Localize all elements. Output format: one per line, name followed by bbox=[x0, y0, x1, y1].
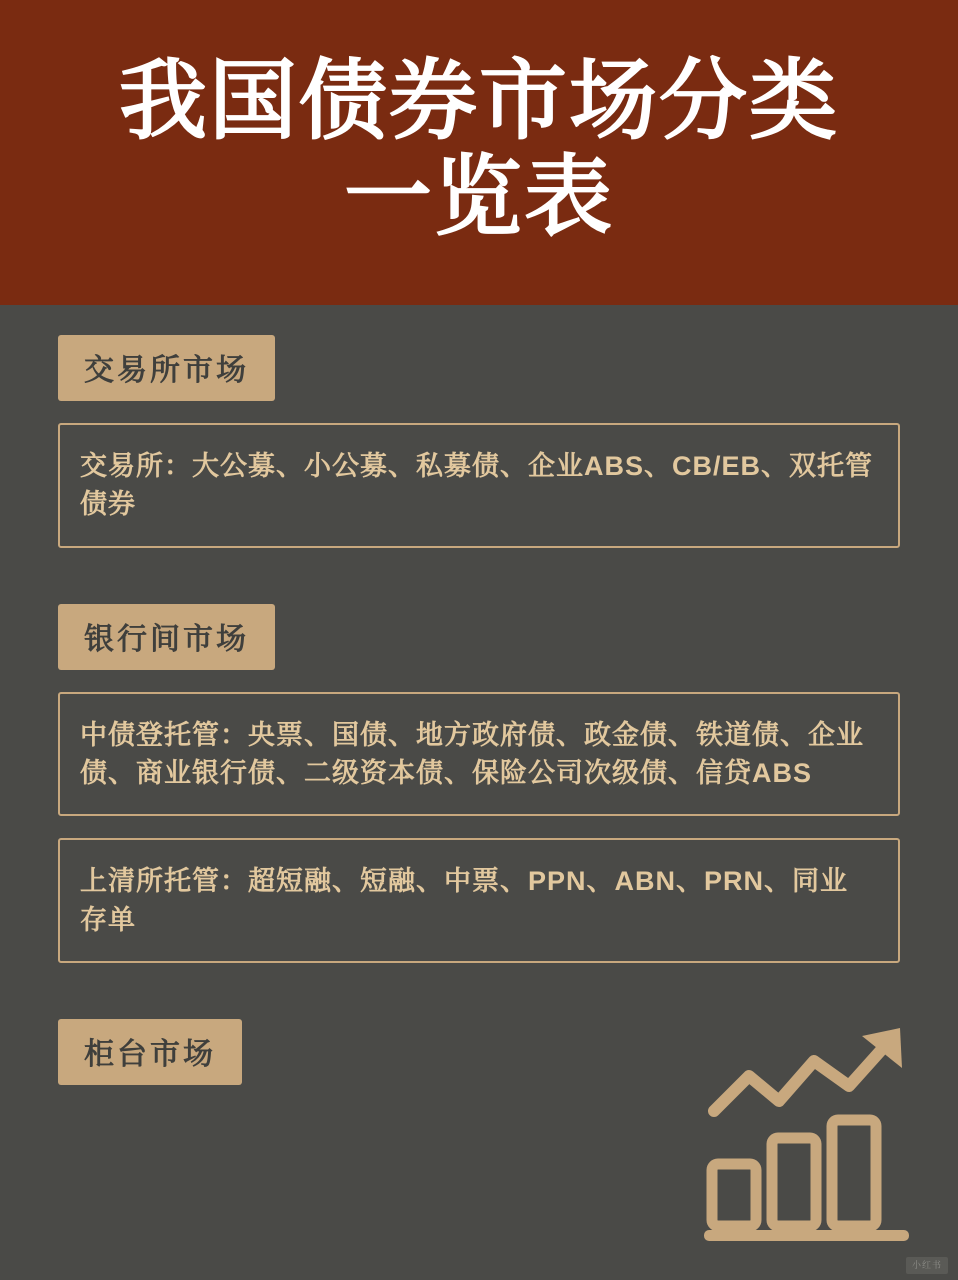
spacer bbox=[0, 548, 958, 604]
spacer bbox=[0, 305, 958, 335]
section-tag-interbank-market: 银行间市场 bbox=[58, 604, 275, 670]
card-text: 交易所：大公募、小公募、私募债、企业ABS、CB/EB、双托管债券 bbox=[80, 451, 874, 520]
watermark: 小红书 bbox=[906, 1257, 948, 1274]
content-area bbox=[0, 305, 958, 1085]
card-exchange-market-1 bbox=[58, 423, 900, 548]
card-interbank-market-1 bbox=[58, 692, 900, 817]
header-banner bbox=[0, 0, 958, 305]
card-interbank-market-2 bbox=[58, 838, 900, 963]
card-text: 中债登托管：央票、国债、地方政府债、政金债、铁道债、企业债、商业银行债、二级资本债、保险公司次级债、信贷ABS bbox=[80, 719, 864, 788]
page-title-line-2: 一览表 bbox=[343, 146, 614, 246]
section-tag-counter-market: 柜台市场 bbox=[58, 1019, 242, 1085]
section-exchange-market bbox=[0, 335, 958, 548]
spacer bbox=[0, 963, 958, 1019]
section-interbank-market bbox=[0, 604, 958, 963]
section-tag-exchange-market: 交易所市场 bbox=[58, 335, 275, 401]
card-text: 上清所托管：超短融、短融、中票、PPN、ABN、PRN、同业存单 bbox=[80, 866, 849, 935]
page-title-line-1: 我国债券市场分类 bbox=[118, 51, 839, 151]
growth-bar-chart-icon bbox=[704, 1016, 914, 1246]
